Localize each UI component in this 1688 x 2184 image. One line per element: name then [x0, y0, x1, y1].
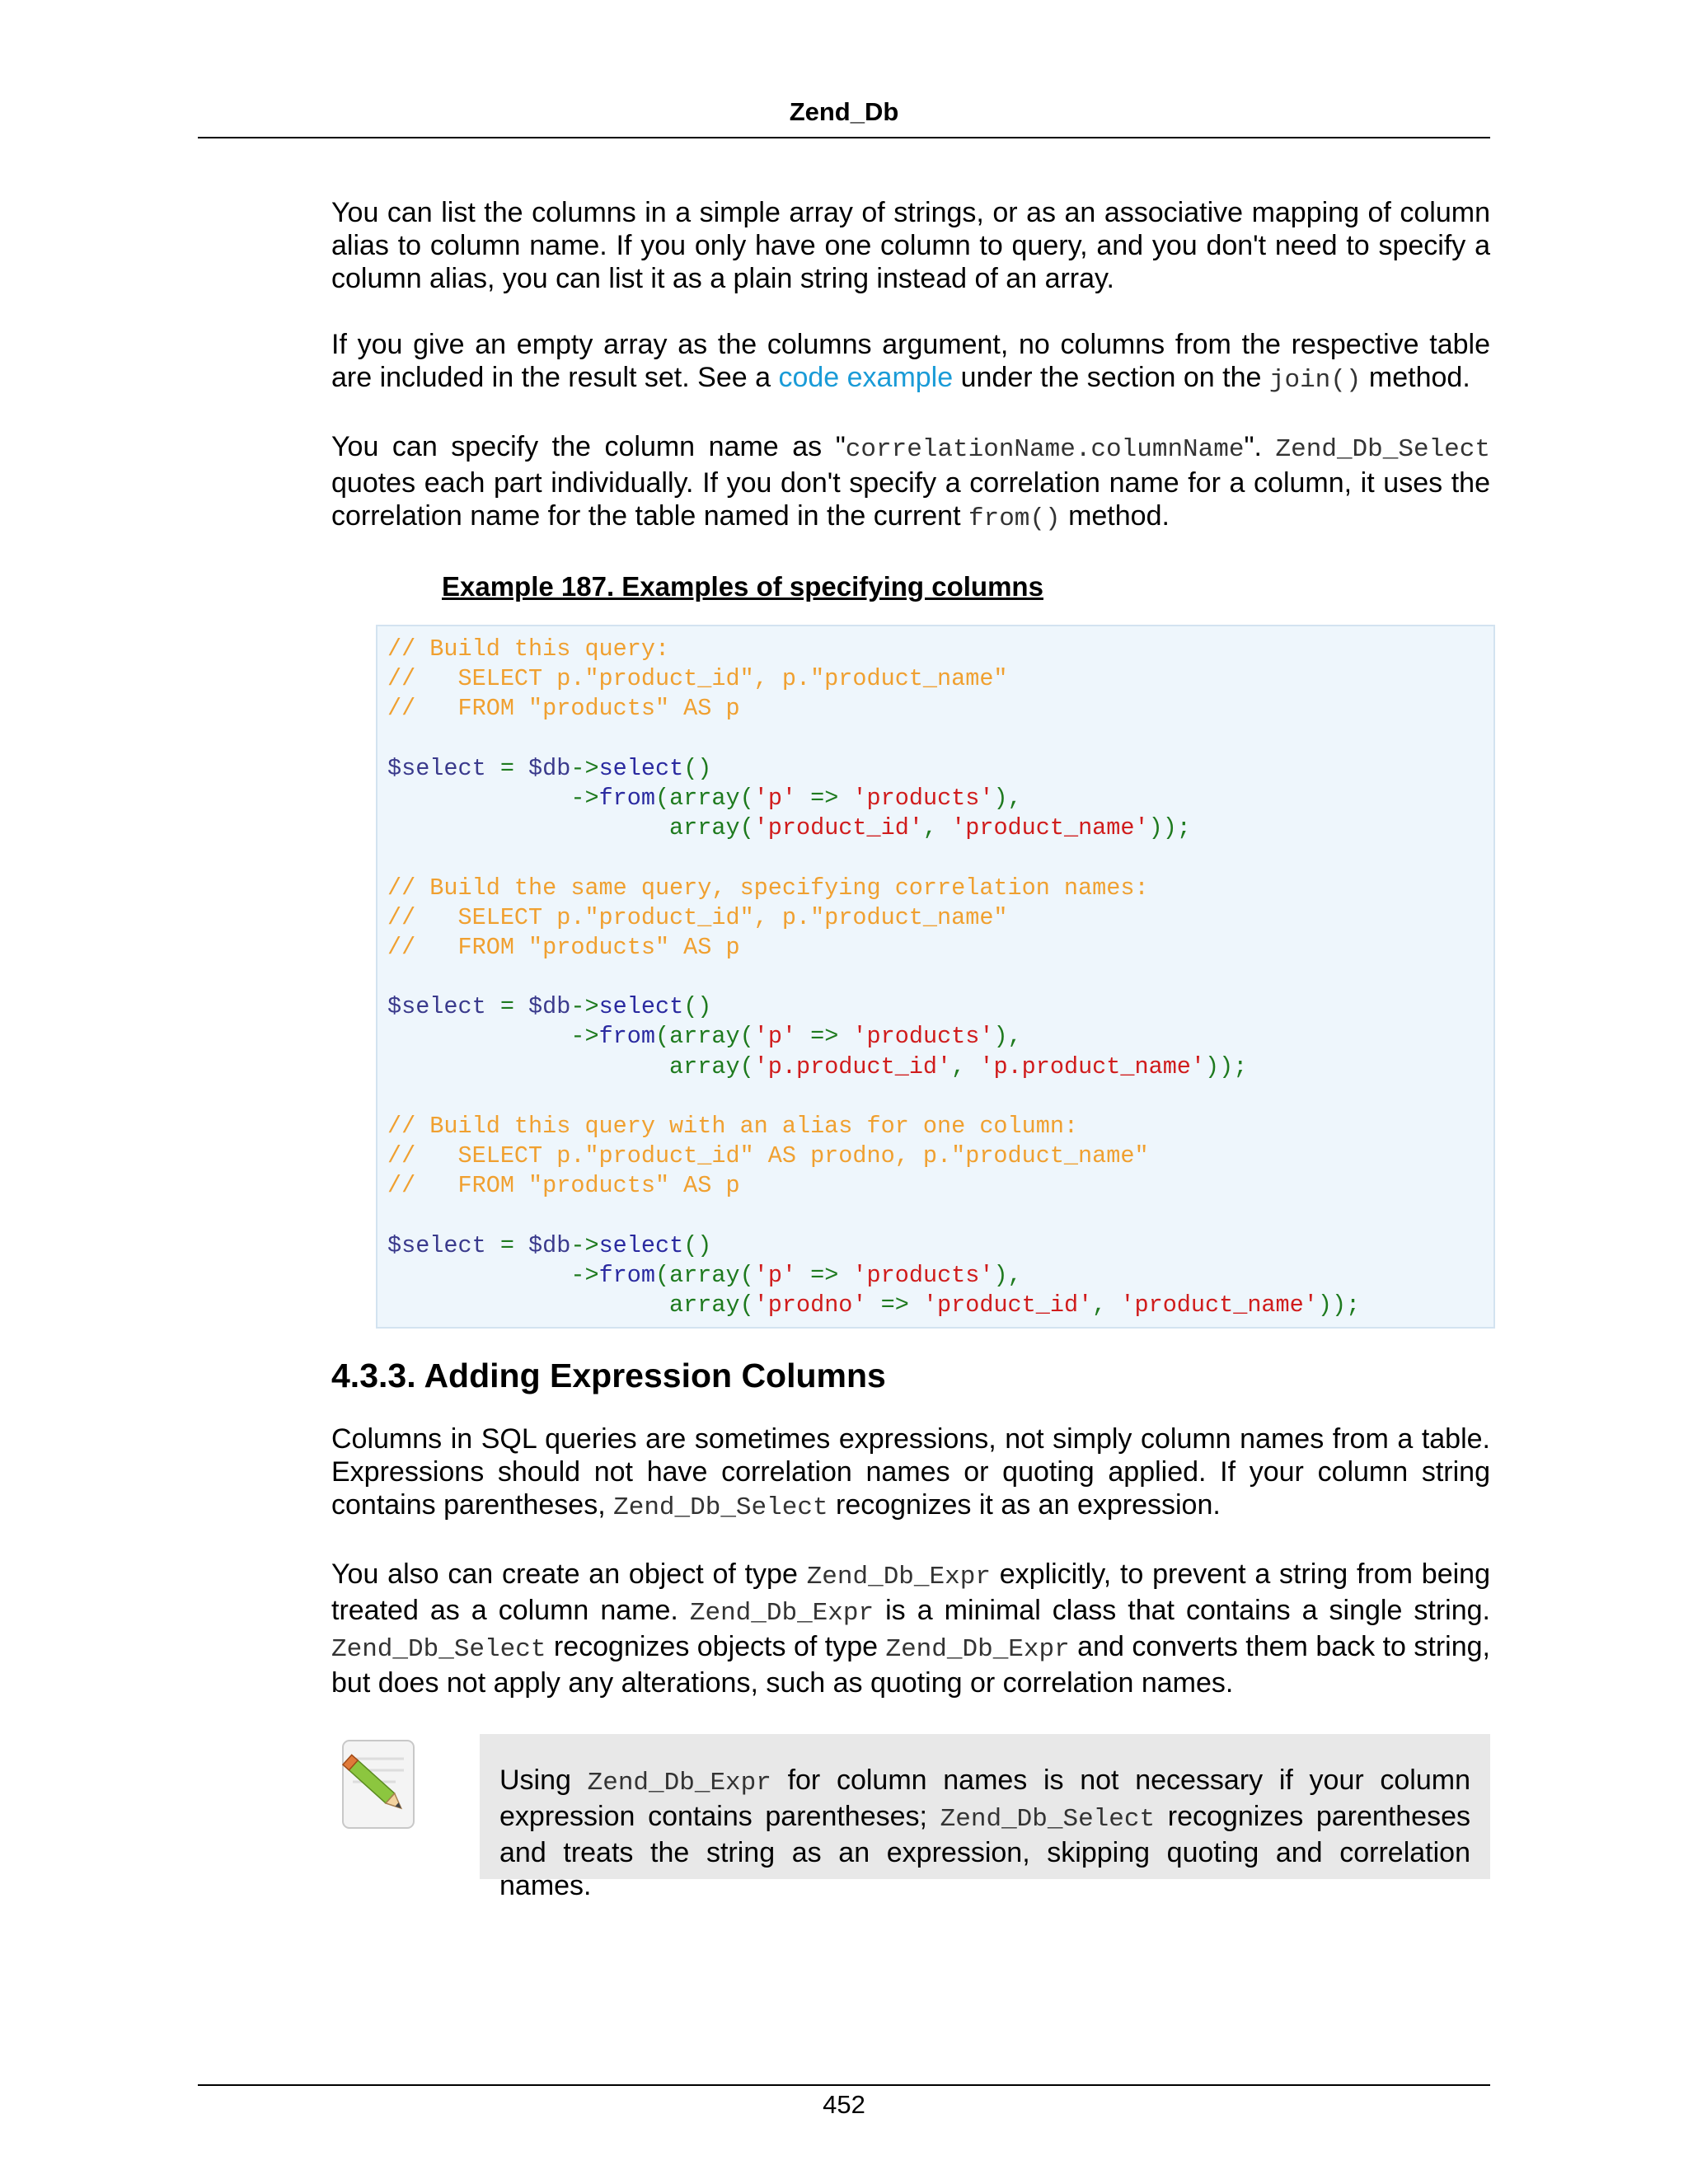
inline-code: correlationName.columnName: [845, 435, 1245, 464]
code-token: // Build this query:: [387, 635, 670, 663]
text-run: You can specify the column name as ": [331, 431, 846, 462]
code-token: ),: [993, 784, 1022, 812]
code-line: [387, 903, 1484, 933]
code-token: =>: [796, 1023, 853, 1051]
text-run: If you give an empty array as the columns argument, no columns from the respective table are included in the result set. See a: [331, 329, 1490, 393]
code-token: array(: [387, 1291, 754, 1319]
code-line: [387, 1231, 1484, 1261]
code-token: // SELECT p."product_id", p."product_name": [387, 903, 1008, 931]
inline-code: join(): [1268, 366, 1362, 395]
code-token: 'products': [852, 1023, 994, 1051]
code-line: [387, 992, 1484, 1022]
code-token: (array(: [654, 784, 754, 812]
code-line: [387, 813, 1484, 843]
code-line: [387, 1022, 1484, 1052]
code-token: $select: [387, 993, 486, 1021]
code-token: (): [683, 754, 712, 782]
section-heading: 4.3.3. Adding Expression Columns: [331, 1357, 886, 1395]
code-token: from: [598, 784, 655, 812]
code-example-link[interactable]: code example: [778, 362, 954, 393]
text-run: explicitly, to prevent a string from being treated as a column name.: [331, 1558, 1490, 1627]
code-token: ->: [570, 993, 599, 1021]
text-run: recognizes parentheses and treats the string as an expression, skipping quoting and correlation names.: [499, 1801, 1471, 1902]
code-line: [387, 1261, 1484, 1291]
text-run: quotes each part individually. If you don't specify a correlation name for a column, it uses the correlation name for the table named in the current: [331, 467, 1490, 532]
text-run: recognizes it as an expression.: [828, 1489, 1221, 1521]
code-line: [387, 724, 1484, 754]
code-line: [387, 874, 1484, 903]
code-token: from: [598, 1261, 655, 1289]
code-token: // FROM "products" AS p: [387, 695, 740, 723]
code-token: =: [485, 754, 529, 782]
code-token: =>: [866, 1291, 923, 1319]
code-token: $select: [387, 754, 486, 782]
code-token: from: [598, 1023, 655, 1051]
page-number: 452: [823, 2090, 865, 2119]
section-body: [331, 1422, 1490, 1699]
text-run: method.: [1060, 500, 1170, 532]
code-token: 'p': [753, 784, 797, 812]
text-run: You also can create an object of type: [331, 1558, 807, 1591]
code-line: [387, 1112, 1484, 1141]
code-token: 'product_id': [753, 814, 923, 842]
code-line: [387, 843, 1484, 873]
inline-code: from(): [968, 504, 1061, 533]
code-token: (): [683, 993, 712, 1021]
code-token: 'p.product_id': [753, 1052, 952, 1080]
code-token: $db: [528, 993, 571, 1021]
code-line: [387, 933, 1484, 963]
code-line: [387, 1141, 1484, 1171]
inline-code: Zend_Db_Select: [613, 1493, 828, 1523]
paragraph-expressions: [331, 1422, 1490, 1525]
code-token: 'products': [852, 784, 994, 812]
code-token: 'prodno': [753, 1291, 867, 1319]
code-example-block: [376, 625, 1495, 1329]
code-token: array(: [387, 1052, 754, 1080]
code-token: 'p': [753, 1023, 797, 1051]
text-run: ".: [1244, 431, 1276, 462]
running-header: Zend_Db: [789, 97, 899, 126]
text-run: is a minimal class that contains a single string.: [874, 1595, 1490, 1627]
paragraph-empty-array: [331, 328, 1490, 397]
code-line: [387, 664, 1484, 694]
text-run: Using: [499, 1765, 588, 1797]
code-token: select: [598, 754, 684, 782]
code-token: 'p.product_name': [979, 1052, 1206, 1080]
code-token: select: [598, 993, 684, 1021]
paragraph-columns-list: You can list the columns in a simple array of strings, or as an associative mapping of column alias to column name. If you only have one column to query, and you don't need to specify a column alias, you can list it as a plain string instead of an array.: [331, 197, 1490, 294]
code-token: ),: [993, 1261, 1022, 1289]
code-token: // Build this query with an alias for one column:: [387, 1113, 1079, 1140]
code-token: // FROM "products" AS p: [387, 933, 740, 961]
code-token: (array(: [654, 1261, 754, 1289]
code-token: =: [485, 1231, 529, 1259]
paragraph-correlation-name: [331, 430, 1490, 536]
code-line: [387, 754, 1484, 784]
code-line: [387, 635, 1484, 664]
code-line: [387, 1291, 1484, 1320]
code-token: [387, 1262, 570, 1289]
code-line: [387, 1171, 1484, 1201]
code-token: 'product_name': [951, 814, 1149, 842]
code-token: ));: [1205, 1052, 1248, 1080]
note-callout: [331, 1734, 1490, 1902]
text-run: recognizes objects of type: [546, 1631, 886, 1663]
code-token: [387, 1023, 570, 1050]
pencil-note-icon: [338, 1737, 420, 1833]
code-token: 'product_id': [922, 1291, 1093, 1319]
code-token: 'p': [753, 1261, 797, 1289]
code-token: (array(: [654, 1023, 754, 1051]
code-token: ,: [922, 814, 952, 842]
code-token: ),: [993, 1023, 1022, 1051]
code-token: =: [485, 993, 529, 1021]
page-content: [331, 196, 1490, 1902]
code-token: ,: [1092, 1291, 1121, 1319]
code-token: ));: [1148, 814, 1191, 842]
code-line: [387, 963, 1484, 992]
code-token: (): [683, 1231, 712, 1259]
code-token: ->: [570, 784, 599, 812]
inline-code: Zend_Db_Select: [331, 1635, 546, 1665]
inline-code: Zend_Db_Expr: [689, 1599, 874, 1629]
code-token: ->: [570, 754, 599, 782]
code-token: // SELECT p."product_id" AS prodno, p."product_name": [387, 1142, 1149, 1170]
code-token: ->: [570, 1231, 599, 1259]
code-token: 'products': [852, 1261, 994, 1289]
code-line: [387, 694, 1484, 724]
inline-code: Zend_Db_Expr: [587, 1769, 771, 1798]
code-line: [387, 784, 1484, 813]
paragraph-zend-db-expr: [331, 1558, 1490, 1699]
inline-code: Zend_Db_Select: [1275, 435, 1490, 464]
code-token: // Build the same query, specifying correlation names:: [387, 874, 1149, 902]
code-token: =>: [796, 784, 853, 812]
example-title: Example 187. Examples of specifying columns: [442, 571, 1043, 602]
text-run: Columns in SQL queries are sometimes expressions, not simply column names from a table. Expressions should not have correlation names or quoting applied. If your column string contains parentheses,: [331, 1423, 1490, 1521]
text-run: for column names is not necessary if your column expression contains parentheses;: [499, 1765, 1470, 1833]
footer-rule: [198, 2084, 1490, 2086]
code-token: // SELECT p."product_id", p."product_name": [387, 665, 1008, 693]
code-token: $db: [528, 1231, 571, 1259]
inline-code: Zend_Db_Expr: [806, 1563, 991, 1592]
code-token: $select: [387, 1231, 486, 1259]
code-token: // FROM "products" AS p: [387, 1172, 740, 1200]
text-run: under the section on the: [953, 362, 1269, 393]
header-rule: [198, 137, 1490, 138]
code-token: $db: [528, 754, 571, 782]
text-run: method.: [1361, 362, 1470, 393]
code-token: ->: [570, 1261, 599, 1289]
code-token: array(: [387, 814, 754, 842]
inline-code: Zend_Db_Expr: [885, 1635, 1070, 1665]
text-run: and converts them back to string, but does not apply any alterations, such as quoting or correlation names.: [331, 1631, 1490, 1699]
code-token: ->: [570, 1023, 599, 1051]
code-token: 'product_name': [1120, 1291, 1318, 1319]
code-line: [387, 1082, 1484, 1112]
code-token: =>: [796, 1261, 853, 1289]
inline-code: Zend_Db_Select: [940, 1805, 1156, 1835]
code-token: select: [598, 1231, 684, 1259]
code-line: [387, 1202, 1484, 1231]
note-box: [480, 1734, 1490, 1902]
code-token: ,: [951, 1052, 980, 1080]
code-line: [387, 1052, 1484, 1082]
code-token: [387, 785, 570, 812]
code-token: ));: [1317, 1291, 1361, 1319]
note-text: [499, 1764, 1470, 1902]
